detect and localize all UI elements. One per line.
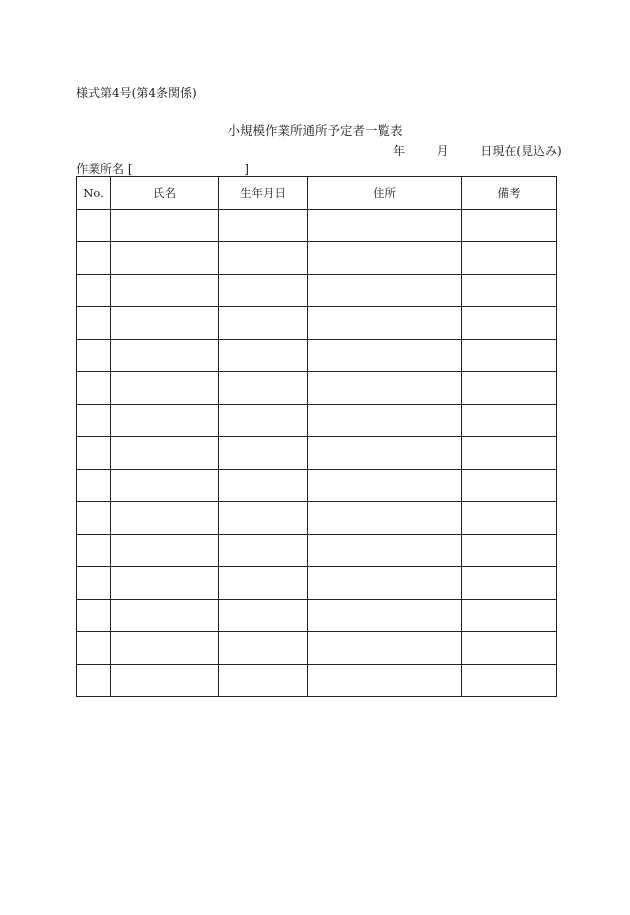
workplace-open-bracket: [ xyxy=(127,162,133,176)
workplace-name-line xyxy=(76,160,249,177)
cell-address[interactable] xyxy=(308,599,462,632)
cell-remarks[interactable] xyxy=(462,469,557,502)
cell-no[interactable] xyxy=(77,632,111,665)
cell-address[interactable] xyxy=(308,664,462,697)
cell-remarks[interactable] xyxy=(462,339,557,372)
cell-no[interactable] xyxy=(77,599,111,632)
table-row xyxy=(77,209,557,242)
table-row xyxy=(77,339,557,372)
cell-no[interactable] xyxy=(77,534,111,567)
cell-no[interactable] xyxy=(77,567,111,600)
cell-address[interactable] xyxy=(308,209,462,242)
cell-remarks[interactable] xyxy=(462,534,557,567)
cell-remarks[interactable] xyxy=(462,567,557,600)
workplace-label: 作業所名 xyxy=(76,162,125,176)
cell-name[interactable] xyxy=(111,339,219,372)
workplace-close-bracket: ] xyxy=(244,162,249,176)
cell-remarks[interactable] xyxy=(462,664,557,697)
cell-name[interactable] xyxy=(111,372,219,405)
cell-address[interactable] xyxy=(308,307,462,340)
cell-remarks[interactable] xyxy=(462,274,557,307)
cell-name[interactable] xyxy=(111,274,219,307)
cell-address[interactable] xyxy=(308,469,462,502)
table-row xyxy=(77,664,557,697)
cell-address[interactable] xyxy=(308,567,462,600)
cell-no[interactable] xyxy=(77,242,111,275)
cell-address[interactable] xyxy=(308,242,462,275)
cell-no[interactable] xyxy=(77,339,111,372)
cell-name[interactable] xyxy=(111,534,219,567)
cell-no[interactable] xyxy=(77,404,111,437)
cell-remarks[interactable] xyxy=(462,599,557,632)
cell-address[interactable] xyxy=(308,502,462,535)
cell-birthdate[interactable] xyxy=(219,437,308,470)
cell-birthdate[interactable] xyxy=(219,469,308,502)
cell-birthdate[interactable] xyxy=(219,664,308,697)
cell-remarks[interactable] xyxy=(462,372,557,405)
header-no: No. xyxy=(77,177,111,210)
cell-no[interactable] xyxy=(77,209,111,242)
cell-birthdate[interactable] xyxy=(219,339,308,372)
cell-name[interactable] xyxy=(111,404,219,437)
table-row xyxy=(77,274,557,307)
cell-address[interactable] xyxy=(308,534,462,567)
cell-no[interactable] xyxy=(77,437,111,470)
cell-birthdate[interactable] xyxy=(219,404,308,437)
table-row xyxy=(77,632,557,665)
cell-name[interactable] xyxy=(111,599,219,632)
table-row xyxy=(77,534,557,567)
table-row xyxy=(77,469,557,502)
cell-address[interactable] xyxy=(308,404,462,437)
cell-name[interactable] xyxy=(111,437,219,470)
cell-name[interactable] xyxy=(111,209,219,242)
cell-birthdate[interactable] xyxy=(219,307,308,340)
cell-birthdate[interactable] xyxy=(219,372,308,405)
cell-no[interactable] xyxy=(77,307,111,340)
cell-no[interactable] xyxy=(77,664,111,697)
date-line xyxy=(393,142,562,159)
document-title: 小規模作業所通所予定者一覧表 xyxy=(227,123,403,138)
cell-no[interactable] xyxy=(77,274,111,307)
roster-body xyxy=(77,209,557,697)
cell-birthdate[interactable] xyxy=(219,632,308,665)
table-row xyxy=(77,242,557,275)
cell-address[interactable] xyxy=(308,372,462,405)
cell-address[interactable] xyxy=(308,632,462,665)
cell-birthdate[interactable] xyxy=(219,567,308,600)
cell-birthdate[interactable] xyxy=(219,502,308,535)
cell-address[interactable] xyxy=(308,437,462,470)
as-of-label: 日現在(見込み) xyxy=(480,144,562,158)
cell-birthdate[interactable] xyxy=(219,599,308,632)
cell-remarks[interactable] xyxy=(462,502,557,535)
cell-birthdate[interactable] xyxy=(219,274,308,307)
cell-remarks[interactable] xyxy=(462,632,557,665)
header-address: 住所 xyxy=(308,177,462,210)
cell-name[interactable] xyxy=(111,632,219,665)
cell-birthdate[interactable] xyxy=(219,534,308,567)
cell-name[interactable] xyxy=(111,469,219,502)
table-row xyxy=(77,404,557,437)
table-row xyxy=(77,599,557,632)
cell-remarks[interactable] xyxy=(462,307,557,340)
cell-address[interactable] xyxy=(308,274,462,307)
cell-no[interactable] xyxy=(77,502,111,535)
header-remarks: 備考 xyxy=(462,177,557,210)
year-label: 年 xyxy=(393,144,406,158)
cell-name[interactable] xyxy=(111,567,219,600)
cell-no[interactable] xyxy=(77,372,111,405)
header-row xyxy=(77,177,557,210)
header-name: 氏名 xyxy=(111,177,219,210)
cell-name[interactable] xyxy=(111,502,219,535)
cell-name[interactable] xyxy=(111,307,219,340)
cell-remarks[interactable] xyxy=(462,437,557,470)
table-row xyxy=(77,567,557,600)
cell-remarks[interactable] xyxy=(462,404,557,437)
table-row xyxy=(77,437,557,470)
cell-birthdate[interactable] xyxy=(219,209,308,242)
cell-remarks[interactable] xyxy=(462,242,557,275)
table-row xyxy=(77,372,557,405)
cell-birthdate[interactable] xyxy=(219,242,308,275)
month-label: 月 xyxy=(436,144,449,158)
cell-name[interactable] xyxy=(111,242,219,275)
cell-remarks[interactable] xyxy=(462,209,557,242)
cell-name[interactable] xyxy=(111,664,219,697)
cell-address[interactable] xyxy=(308,339,462,372)
header-birthdate: 生年月日 xyxy=(219,177,308,210)
table-row xyxy=(77,307,557,340)
form-number: 様式第4号(第4条関係) xyxy=(76,86,197,100)
roster-table xyxy=(76,176,557,697)
cell-no[interactable] xyxy=(77,469,111,502)
table-row xyxy=(77,502,557,535)
